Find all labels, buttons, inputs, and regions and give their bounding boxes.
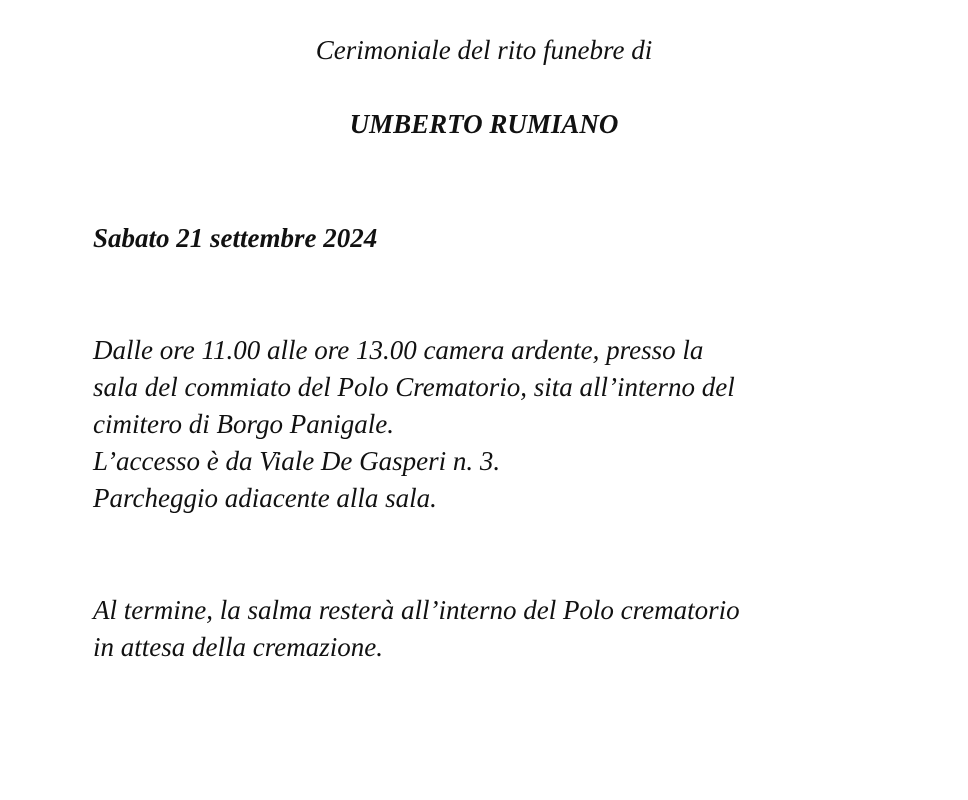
details-line: cimitero di Borgo Panigale. (93, 409, 394, 439)
ceremony-date: Sabato 21 settembre 2024 (93, 223, 378, 253)
closing-line: in attesa della cremazione. (93, 632, 383, 662)
parking-line: Parcheggio adiacente alla sala. (93, 483, 437, 513)
access-line: L’accesso è da Viale De Gasperi n. 3. (93, 446, 501, 476)
closing-line: Al termine, la salma resterà all’interno del Polo crematorio (93, 595, 740, 625)
details-line: Dalle ore 11.00 alle ore 13.00 camera ardente, presso la (93, 335, 704, 365)
deceased-name: UMBERTO RUMIANO (349, 109, 619, 139)
closing-paragraph (93, 592, 740, 666)
details-line: sala del commiato del Polo Crematorio, sita all’interno del (93, 372, 735, 402)
ceremony-details-paragraph (93, 332, 735, 517)
intro-line: Cerimoniale del rito funebre di (315, 35, 653, 65)
